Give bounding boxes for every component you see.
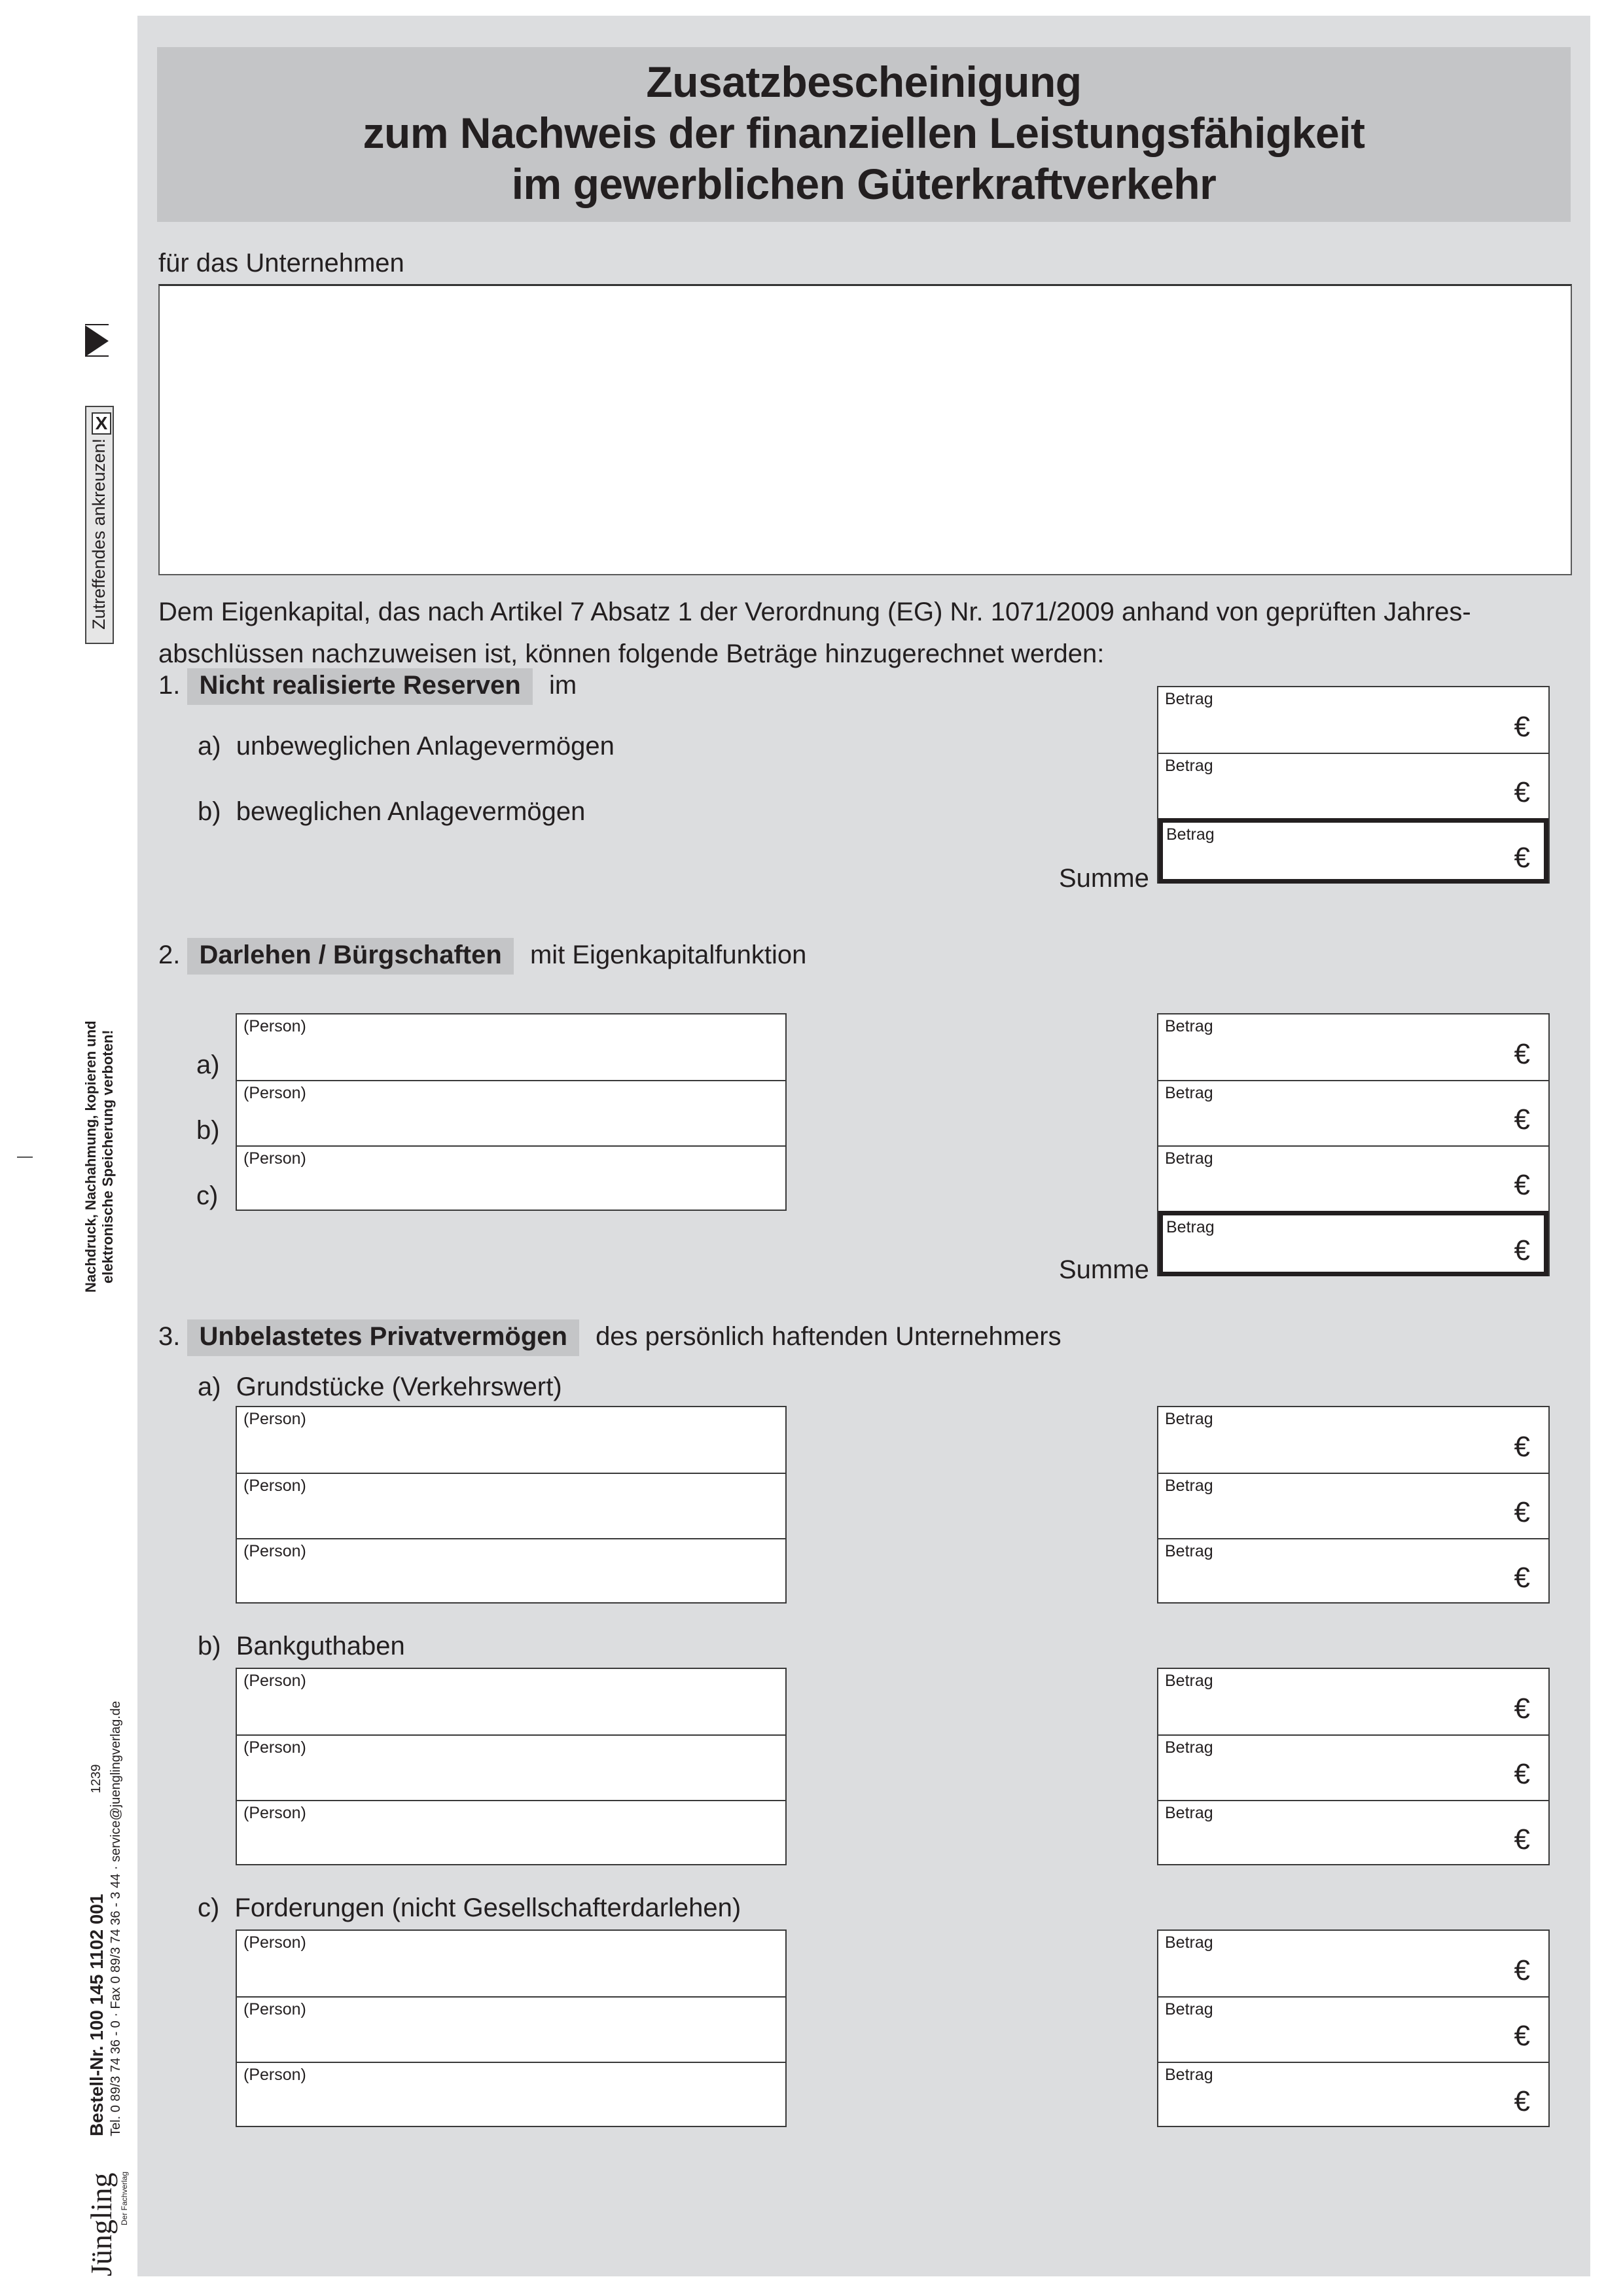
euro-icon: € (1514, 776, 1530, 808)
euro-icon: € (1514, 1103, 1530, 1136)
item-label: Forderungen (nicht Gesellschafterdarlehen) (234, 1893, 741, 1922)
person-label: (Person) (243, 2000, 306, 2018)
amount-label: Betrag (1165, 1477, 1213, 1495)
amount-label: Betrag (1165, 1410, 1213, 1428)
amount-field-3c-3[interactable] (1158, 2062, 1548, 2127)
amount-field-3b-3[interactable] (1158, 1800, 1548, 1865)
checkbox-example-icon: X (92, 412, 111, 435)
section-3-heading (158, 1322, 1061, 1352)
euro-icon: € (1514, 1562, 1530, 1594)
amount-label: Betrag (1165, 1672, 1213, 1690)
person-label: (Person) (243, 1477, 306, 1495)
company-label: für das Unternehmen (158, 249, 404, 278)
item-label: unbeweglichen Anlagevermögen (236, 732, 615, 761)
person-field-3c-1[interactable] (237, 1931, 785, 1996)
person-field-3c-3[interactable] (237, 2062, 785, 2127)
section-2-amounts (1157, 1013, 1550, 1276)
order-number: Bestell-Nr. 100 145 1102 001 (86, 1893, 107, 2136)
person-label: (Person) (243, 1017, 306, 1035)
section-1-sum-label: Summe (1059, 864, 1149, 893)
item-letter: b) (198, 1632, 221, 1660)
section-1-number: 1. (158, 671, 181, 700)
section-3b-amounts (1157, 1668, 1550, 1865)
person-field-3a-1[interactable] (237, 1407, 785, 1473)
publisher-contact: Tel. 0 89/3 74 36 - 0 · Fax 0 89/3 74 36 - 3 44 · service@juenglingverlag.de (109, 1700, 123, 2136)
publisher-tagline: Der Fachverlag (120, 2171, 129, 2225)
amount-field-2a[interactable] (1158, 1014, 1548, 1080)
amount-label: Betrag (1165, 1542, 1213, 1560)
copyright-line-2: elektronische Speicherung verboten! (99, 1030, 116, 1283)
euro-icon: € (1514, 711, 1530, 743)
arrow-bar-bottom (85, 355, 109, 357)
title-line-3: im gewerblichen Güterkraftverkehr (511, 160, 1217, 208)
person-label: (Person) (243, 1933, 306, 1952)
section-3-suffix: des persönlich haftenden Unternehmers (596, 1322, 1061, 1351)
person-label: (Person) (243, 2066, 306, 2084)
section-3b-heading (198, 1632, 405, 1661)
section-1-highlight: Nicht realisierte Reserven (187, 668, 532, 705)
item-letter: a) (198, 1372, 221, 1401)
item-label: Grundstücke (Verkehrswert) (236, 1372, 562, 1401)
person-field-3a-3[interactable] (237, 1538, 785, 1604)
person-field-3b-2[interactable] (237, 1734, 785, 1800)
amount-field-3b-1[interactable] (1158, 1669, 1548, 1734)
euro-icon: € (1514, 1431, 1530, 1463)
fill-arrow-icon (85, 325, 109, 357)
amount-field-1b[interactable] (1158, 753, 1548, 818)
amount-label: Betrag (1165, 1738, 1213, 1757)
euro-icon: € (1514, 2020, 1530, 2052)
person-label: (Person) (243, 1804, 306, 1822)
amount-label: Betrag (1165, 690, 1213, 708)
person-label: (Person) (243, 1738, 306, 1757)
copyright-line-1: Nachdruck, Nachahmung, kopieren und (82, 1020, 99, 1293)
intro-text: Dem Eigenkapital, das nach Artikel 7 Absatz 1 der Verordnung (EG) Nr. 1071/2009 anhand von geprüften Jahres-abschlüssen nachzuweisen ist, können folgende Beträge hinzugerechnet werden: (158, 598, 1471, 668)
person-field-3a-2[interactable] (237, 1473, 785, 1538)
section-2-highlight: Darlehen / Bürgschaften (187, 938, 513, 975)
section-2-letter-a: a) (196, 1050, 220, 1079)
amount-label: Betrag (1165, 757, 1213, 775)
person-label: (Person) (243, 1672, 306, 1690)
person-label: (Person) (243, 1542, 306, 1560)
section-2-heading (158, 941, 806, 970)
euro-icon: € (1514, 1758, 1530, 1790)
form-title (157, 47, 1571, 222)
form-code: 1239 (89, 1764, 103, 1793)
section-3c-persons (236, 1929, 787, 2127)
person-field-2c[interactable] (237, 1145, 785, 1211)
sum-field-2[interactable] (1158, 1211, 1548, 1276)
item-letter: a) (198, 732, 221, 761)
section-3-number: 3. (158, 1322, 181, 1351)
section-3-highlight: Unbelastetes Privatvermögen (187, 1319, 579, 1356)
amount-field-3a-3[interactable] (1158, 1538, 1548, 1604)
euro-icon: € (1514, 1693, 1530, 1725)
checkbox-hint-text: Zutreffendes ankreuzen! (89, 438, 109, 630)
section-1-item-b (198, 797, 585, 827)
person-field-2a[interactable] (237, 1014, 785, 1080)
section-2-letter-b: b) (196, 1116, 220, 1145)
amount-field-3a-1[interactable] (1158, 1407, 1548, 1473)
item-letter: c) (198, 1893, 220, 1922)
euro-icon: € (1514, 1038, 1530, 1070)
section-2-number: 2. (158, 941, 181, 969)
amount-field-3c-1[interactable] (1158, 1931, 1548, 1996)
euro-icon: € (1514, 1954, 1530, 1986)
person-label: (Person) (243, 1410, 306, 1428)
amount-label: Betrag (1165, 1933, 1213, 1952)
item-letter: b) (198, 797, 221, 826)
amount-field-2b[interactable] (1158, 1080, 1548, 1145)
amount-field-3b-2[interactable] (1158, 1734, 1548, 1800)
euro-icon: € (1514, 1496, 1530, 1528)
section-3a-heading (198, 1372, 562, 1402)
person-field-3c-2[interactable] (237, 1996, 785, 2062)
person-field-2b[interactable] (237, 1080, 785, 1145)
amount-label: Betrag (1165, 1149, 1213, 1168)
fold-mark (17, 1157, 33, 1158)
amount-field-2c[interactable] (1158, 1145, 1548, 1211)
amount-label: Betrag (1165, 2000, 1213, 2018)
euro-icon: € (1514, 1234, 1530, 1266)
publisher-logo: Jüngling (84, 2172, 118, 2276)
section-3a-amounts (1157, 1406, 1550, 1604)
euro-icon: € (1514, 1823, 1530, 1856)
copyright-notice (82, 1020, 116, 1293)
section-1-item-a (198, 732, 615, 761)
amount-field-1a[interactable] (1158, 687, 1548, 753)
section-2-persons (236, 1013, 787, 1211)
euro-icon: € (1514, 842, 1530, 874)
section-1-suffix: im (548, 671, 577, 700)
amount-label: Betrag (1165, 1017, 1213, 1035)
section-1-heading (158, 671, 577, 700)
amount-label: Betrag (1166, 1218, 1215, 1236)
amount-field-3c-2[interactable] (1158, 1996, 1548, 2062)
amount-label: Betrag (1165, 1084, 1213, 1102)
title-line-1: Zusatzbescheinigung (646, 58, 1082, 106)
amount-label: Betrag (1165, 2066, 1213, 2084)
section-2-letter-c: c) (196, 1181, 219, 1210)
euro-icon: € (1514, 1169, 1530, 1201)
item-label: Bankguthaben (236, 1632, 405, 1660)
section-2-sum-label: Summe (1059, 1255, 1149, 1284)
amount-field-3a-2[interactable] (1158, 1473, 1548, 1538)
company-field[interactable] (158, 284, 1572, 575)
section-1-amounts (1157, 686, 1550, 884)
section-2-suffix: mit Eigenkapitalfunktion (529, 941, 807, 969)
amount-label: Betrag (1166, 825, 1215, 844)
euro-icon: € (1514, 2085, 1530, 2117)
section-3b-persons (236, 1668, 787, 1865)
section-3c-heading (198, 1893, 741, 1923)
section-3c-amounts (1157, 1929, 1550, 2127)
item-label: beweglichen Anlagevermögen (236, 797, 586, 826)
title-line-2: zum Nachweis der finanziellen Leistungsfähigkeit (363, 109, 1365, 157)
person-label: (Person) (243, 1149, 306, 1168)
person-label: (Person) (243, 1084, 306, 1102)
amount-label: Betrag (1165, 1804, 1213, 1822)
section-3a-persons (236, 1406, 787, 1604)
person-field-3b-3[interactable] (237, 1800, 785, 1865)
sum-field-1[interactable] (1158, 818, 1548, 884)
person-field-3b-1[interactable] (237, 1669, 785, 1734)
